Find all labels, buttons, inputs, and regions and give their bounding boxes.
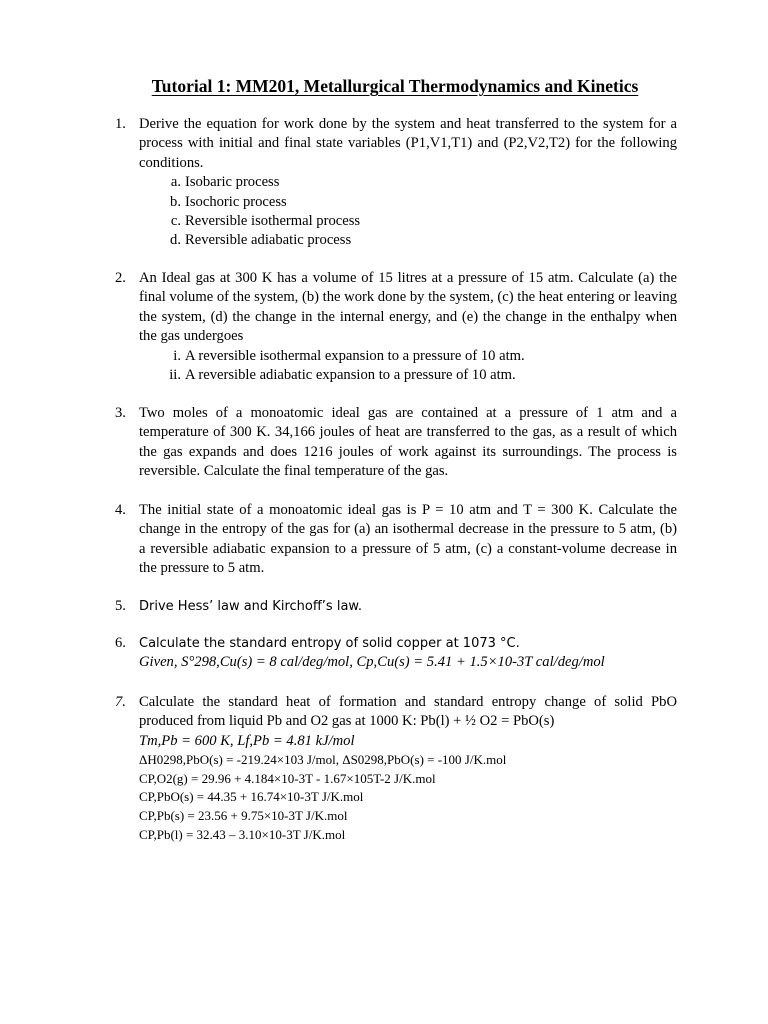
question-text: Two moles of a monoatomic ideal gas are contained at a pressure of 1 atm and a temperature of 300 K. 34,166 joules of heat are transferred to the gas, as a result of which the gas expands and does 1216 joules of work against its surroundings. The process is reversible. Calculate the final temperature of the gas. <box>139 405 677 480</box>
question-1 <box>115 115 677 251</box>
question-number: 6. <box>115 635 126 651</box>
question-3 <box>115 404 677 482</box>
question-text: Calculate the standard heat of formation and standard entropy change of solid PbO produced from liquid Pb and O2 gas at 1000 K: Pb(l) + ½ O2 = PbO(s) <box>139 694 677 730</box>
question-number: 1. <box>115 116 126 132</box>
cp-pb-solid-data: CP,Pb(s) = 23.56 + 9.75×10-3T J/K.mol <box>139 808 348 823</box>
question-text: Derive the equation for work done by the system and heat transferred to the system for a process with initial and final state variables (P1,V1,T1) and (P2,V2,T2) for the following conditions. <box>139 116 677 171</box>
cp-pb-liquid-data: CP,Pb(l) = 32.43 – 3.10×10-3T J/K.mol <box>139 826 346 842</box>
cp-o2-data: CP,O2(g) = 29.96 + 4.184×10-3T - 1.67×105T-2 J/K.mol <box>139 770 436 786</box>
question-number: 3. <box>115 405 126 421</box>
question-text: The initial state of a monoatomic ideal gas is P = 10 atm and T = 300 K. Calculate the change in the entropy of the gas for (a) an isothermal decrease in the pressure to 5 atm, (b) a reversible adiabatic expansion to a pressure of 5 atm, (c) a constant-volume decrease in the pressure to 5 atm. <box>139 502 677 577</box>
page-title: Tutorial 1: MM201, Metallurgical Thermodynamics and Kinetics <box>151 76 639 96</box>
list-item: d. Reversible adiabatic process <box>170 232 352 249</box>
question-number: 7. <box>115 694 126 710</box>
given-data: Given, S°298,Cu(s) = 8 cal/deg/mol, Cp,Cu(s) = 5.41 + 1.5×10-3T cal/deg/mol <box>139 654 605 671</box>
question-4 <box>115 501 677 579</box>
question-number: 2. <box>115 270 126 286</box>
question-7 <box>115 693 677 844</box>
list-item: i. A reversible isothermal expansion to a pressure of 10 atm. <box>173 347 525 364</box>
enthalpy-entropy-data: ΔH0298,PbO(s) = -219.24×103 J/mol, ΔS0298,PbO(s) = -100 J/K.mol <box>139 752 507 768</box>
list-item: ii. A reversible adiabatic expansion to a pressure of 10 atm. <box>169 367 516 384</box>
melting-data: Tm,Pb = 600 K, Lf,Pb = 4.81 kJ/mol <box>139 732 355 749</box>
question-text: An Ideal gas at 300 K has a volume of 15 litres at a pressure of 15 atm. Calculate (a) the final volume of the system, (b) the work done by the system, (c) the heat entering or leaving the system, (d) the change in the internal energy, and (e) the change in the enthalpy when the gas undergoes <box>139 270 677 345</box>
question-text: Drive Hess’ law and Kirchoff’s law. <box>139 599 362 614</box>
question-number: 5. <box>115 598 126 614</box>
list-item: c. Reversible isothermal process <box>170 213 361 230</box>
question-number: 4. <box>115 502 126 518</box>
list-item: a. Isobaric process <box>170 174 280 191</box>
question-text: Calculate the standard entropy of solid copper at 1073 °C. <box>139 636 520 651</box>
list-item: b. Isochoric process <box>170 193 287 210</box>
question-5 <box>115 597 677 616</box>
question-6 <box>115 634 677 673</box>
cp-pbo-data: CP,PbO(s) = 44.35 + 16.74×10-3T J/K.mol <box>139 789 364 805</box>
question-2 <box>115 269 677 385</box>
